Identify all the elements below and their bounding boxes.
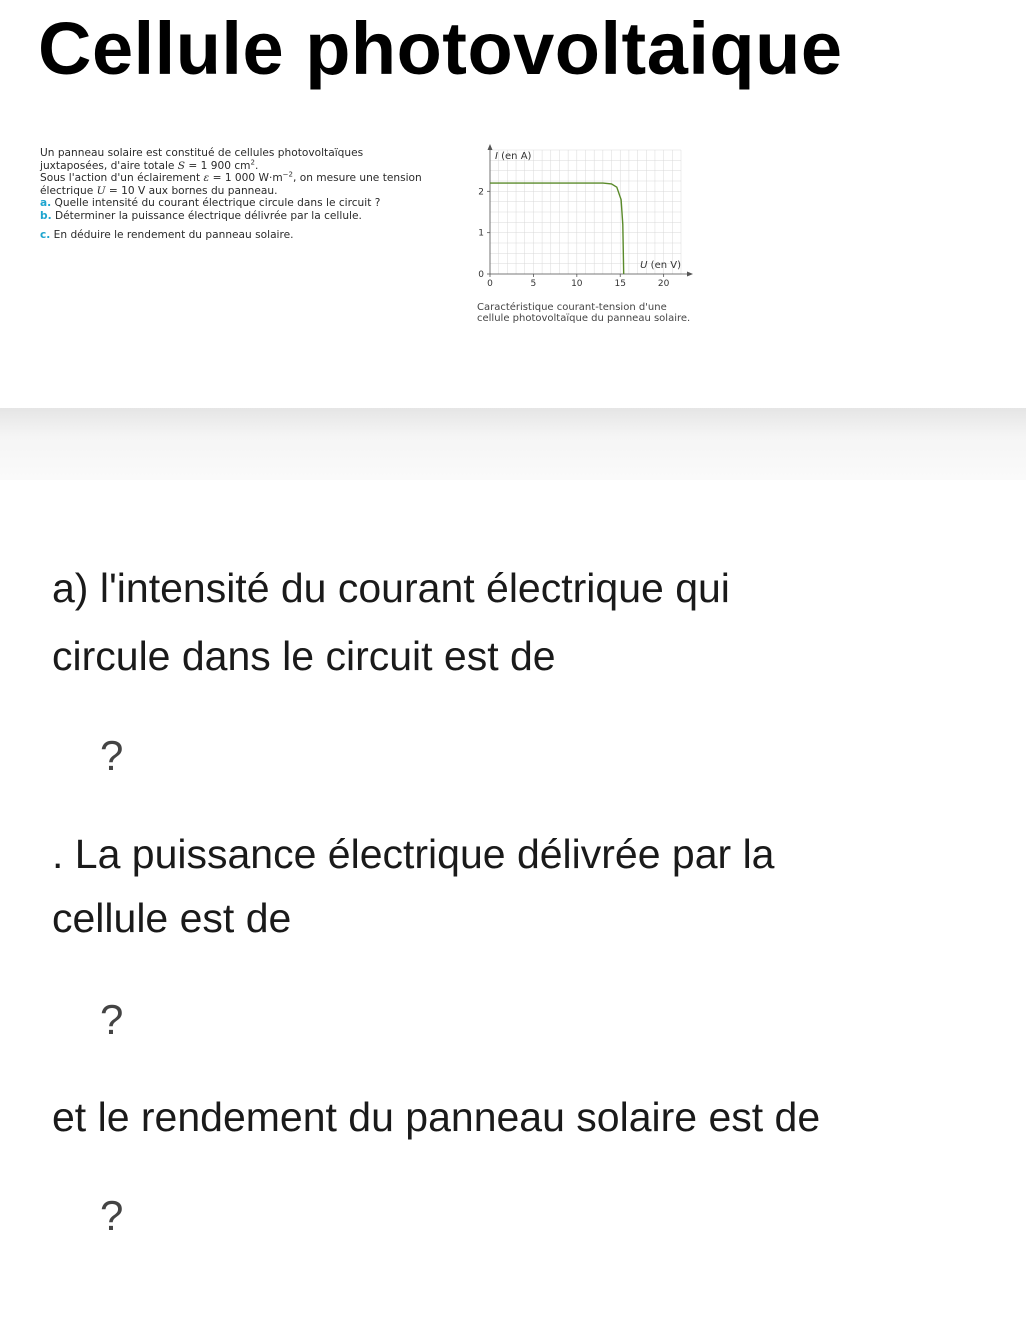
answer-a-blank[interactable]: ? xyxy=(100,732,124,779)
question-letter: c. xyxy=(40,228,51,241)
question-b xyxy=(40,210,460,223)
iv-curve xyxy=(490,183,624,274)
y-axis-arrow xyxy=(488,144,493,150)
y-tick-label: 0 xyxy=(478,270,484,280)
voltage-variable: U xyxy=(96,184,106,197)
x-tick-label: 15 xyxy=(614,279,626,289)
answer-c-line-1: et le rendement du panneau solaire est de xyxy=(52,1094,821,1140)
answer-b-line-1: . La puissance électrique délivrée par la xyxy=(52,831,775,877)
question-text: Déterminer la puissance électrique délivrée par la cellule. xyxy=(51,209,362,222)
answer-a-line-2: circule dans le circuit est de xyxy=(52,633,556,679)
intro-line-1: Un panneau solaire est constitué de cellules photovoltaïques xyxy=(40,147,364,159)
chart-caption xyxy=(477,302,717,324)
irradiance-variable: ε xyxy=(203,172,210,185)
section-divider xyxy=(0,408,1026,480)
irradiance-value: = 1 000 W·m xyxy=(209,172,283,185)
y-axis-label: I (en A) xyxy=(495,151,532,162)
intro-line-4: électrique U = 10 V aux bornes du panneau. xyxy=(40,184,278,197)
question-letter: b. xyxy=(40,209,52,222)
x-tick-label: 10 xyxy=(571,279,583,289)
page-title: Cellule photovoltaique xyxy=(38,7,843,90)
x-axis-arrow xyxy=(687,272,693,277)
x-tick-label: 0 xyxy=(487,279,493,289)
question-c xyxy=(40,229,460,242)
area-value: = 1 900 cm xyxy=(185,159,251,172)
y-tick-label: 1 xyxy=(478,228,484,239)
answer-a-line-1: a) l'intensité du courant électrique qui xyxy=(52,565,730,611)
iv-characteristic-chart xyxy=(470,144,720,294)
intro-line-3: Sous l'action d'un éclairement ε = 1 000 $W\cdot m^{-2}$, on mesure une tension xyxy=(40,170,422,185)
exercise-statement xyxy=(40,147,460,241)
answer-b-line-2: cellule est de xyxy=(52,895,292,941)
caption-line-2: cellule photovoltaïque du panneau solaire. xyxy=(477,313,691,324)
answer-c-blank[interactable]: ? xyxy=(100,1192,124,1239)
y-tick-label: 2 xyxy=(478,187,484,198)
question-text: Quelle intensité du courant électrique circule dans le circuit ? xyxy=(51,197,381,210)
x-tick-label: 20 xyxy=(657,279,670,289)
question-text: En déduire le rendement du panneau solaire. xyxy=(50,228,294,241)
x-tick-label: 5 xyxy=(530,279,537,289)
area-variable: S xyxy=(177,159,186,172)
caption-line-1: Caractéristique courant-tension d'une xyxy=(477,302,667,313)
question-a xyxy=(40,197,460,210)
answer-b-blank[interactable]: ? xyxy=(100,996,124,1043)
x-axis-label: U (en V) xyxy=(640,260,681,271)
intro-line-2: juxtaposées, d'aire totale S = 1 900 $cm^2$. xyxy=(40,158,259,172)
voltage-value: = 10 V aux bornes du panneau. xyxy=(105,184,278,197)
question-letter: a. xyxy=(40,197,52,210)
